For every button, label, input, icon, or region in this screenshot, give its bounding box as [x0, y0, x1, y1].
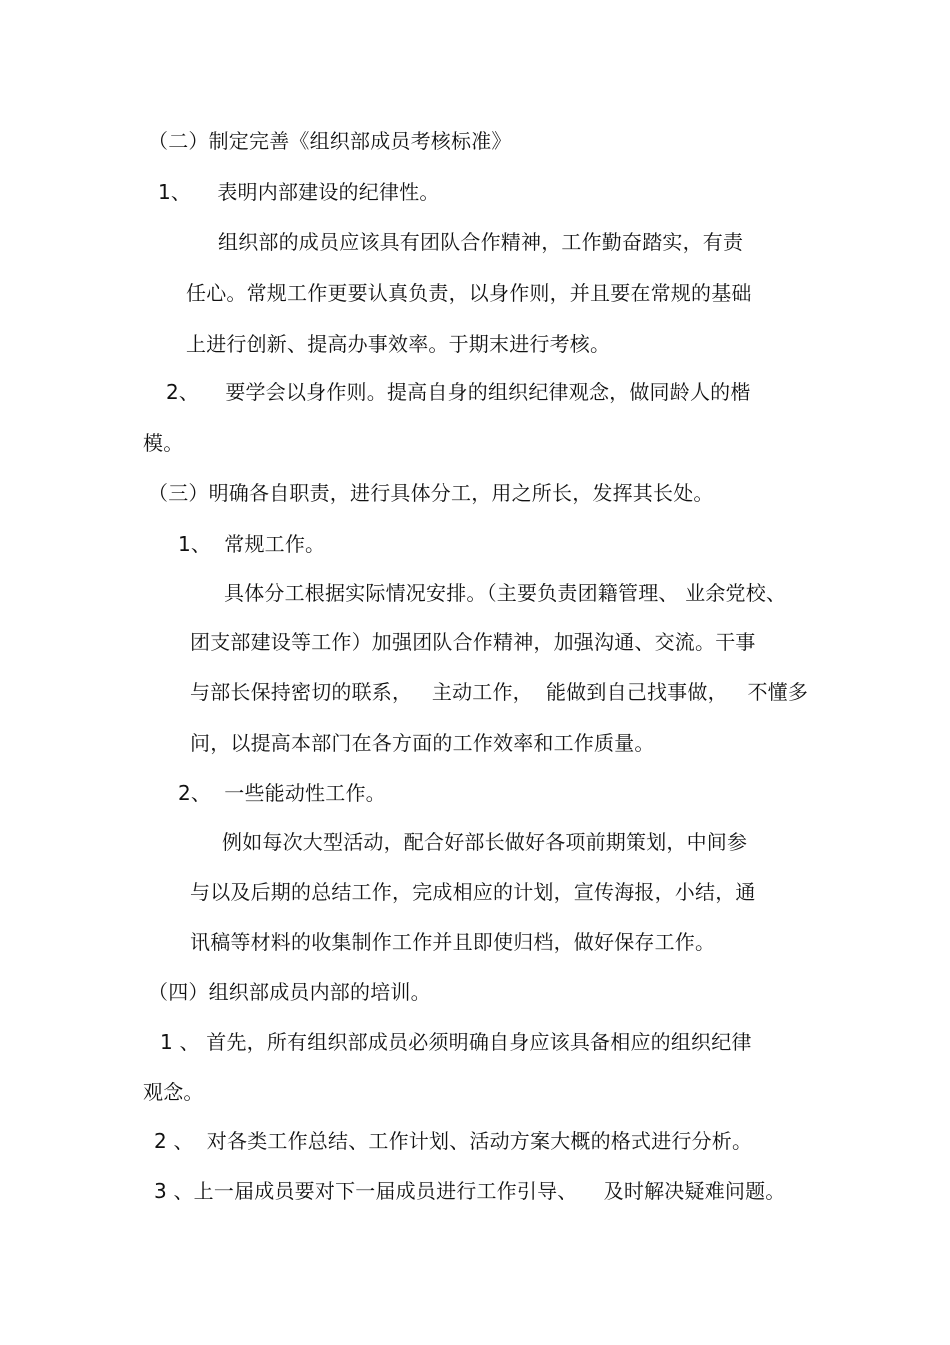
paragraph-line: 与以及后期的总结工作，完成相应的计划，宣传海报，小结，通	[190, 880, 756, 904]
list-item-3: 3 、上一届成员要对下一届成员进行工作引导、 及时解决疑难问题。	[154, 1179, 786, 1203]
paragraph-line: 模。	[143, 431, 184, 455]
section-heading-4: （四）组织部成员内部的培训。	[148, 980, 431, 1004]
paragraph-line: 上进行创新、提高办事效率。于期末进行考核。	[186, 332, 611, 356]
paragraph-line: 具体分工根据实际情况安排。（主要负责团籍管理、 业余党校、	[224, 581, 787, 605]
paragraph-line: 团支部建设等工作）加强团队合作精神，加强沟通、交流。干事	[190, 630, 756, 654]
paragraph-line: 问，以提高本部门在各方面的工作效率和工作质量。	[190, 731, 655, 755]
paragraph-line: 任心。常规工作更要认真负责，以身作则，并且要在常规的基础	[186, 281, 752, 305]
paragraph-line: 例如每次大型活动，配合好部长做好各项前期策划，中间参	[222, 830, 748, 854]
paragraph-line: 观念。	[143, 1080, 204, 1104]
list-item-2: 2、 要学会以身作则。提高自身的组织纪律观念，做同龄人的楷	[166, 380, 751, 404]
list-item-2: 2、 一些能动性工作。	[178, 781, 386, 805]
paragraph-line: 与部长保持密切的联系， 主动工作， 能做到自己找事做， 不懂多	[190, 680, 809, 704]
list-item-1: 1、 表明内部建设的纪律性。	[158, 180, 440, 204]
list-item-2: 2 、 对各类工作总结、工作计划、活动方案大概的格式进行分析。	[154, 1129, 753, 1153]
list-item-1: 1 、 首先，所有组织部成员必须明确自身应该具备相应的组织纪律	[160, 1030, 752, 1054]
paragraph-line: 组织部的成员应该具有团队合作精神，工作勤奋踏实，有责	[218, 230, 744, 254]
section-heading-2: （二）制定完善《组织部成员考核标准》	[148, 129, 512, 153]
section-heading-3: （三）明确各自职责，进行具体分工，用之所长，发挥其长处。	[148, 481, 714, 505]
paragraph-line: 讯稿等材料的收集制作工作并且即使归档，做好保存工作。	[190, 930, 716, 954]
list-item-1: 1、 常规工作。	[178, 532, 326, 556]
